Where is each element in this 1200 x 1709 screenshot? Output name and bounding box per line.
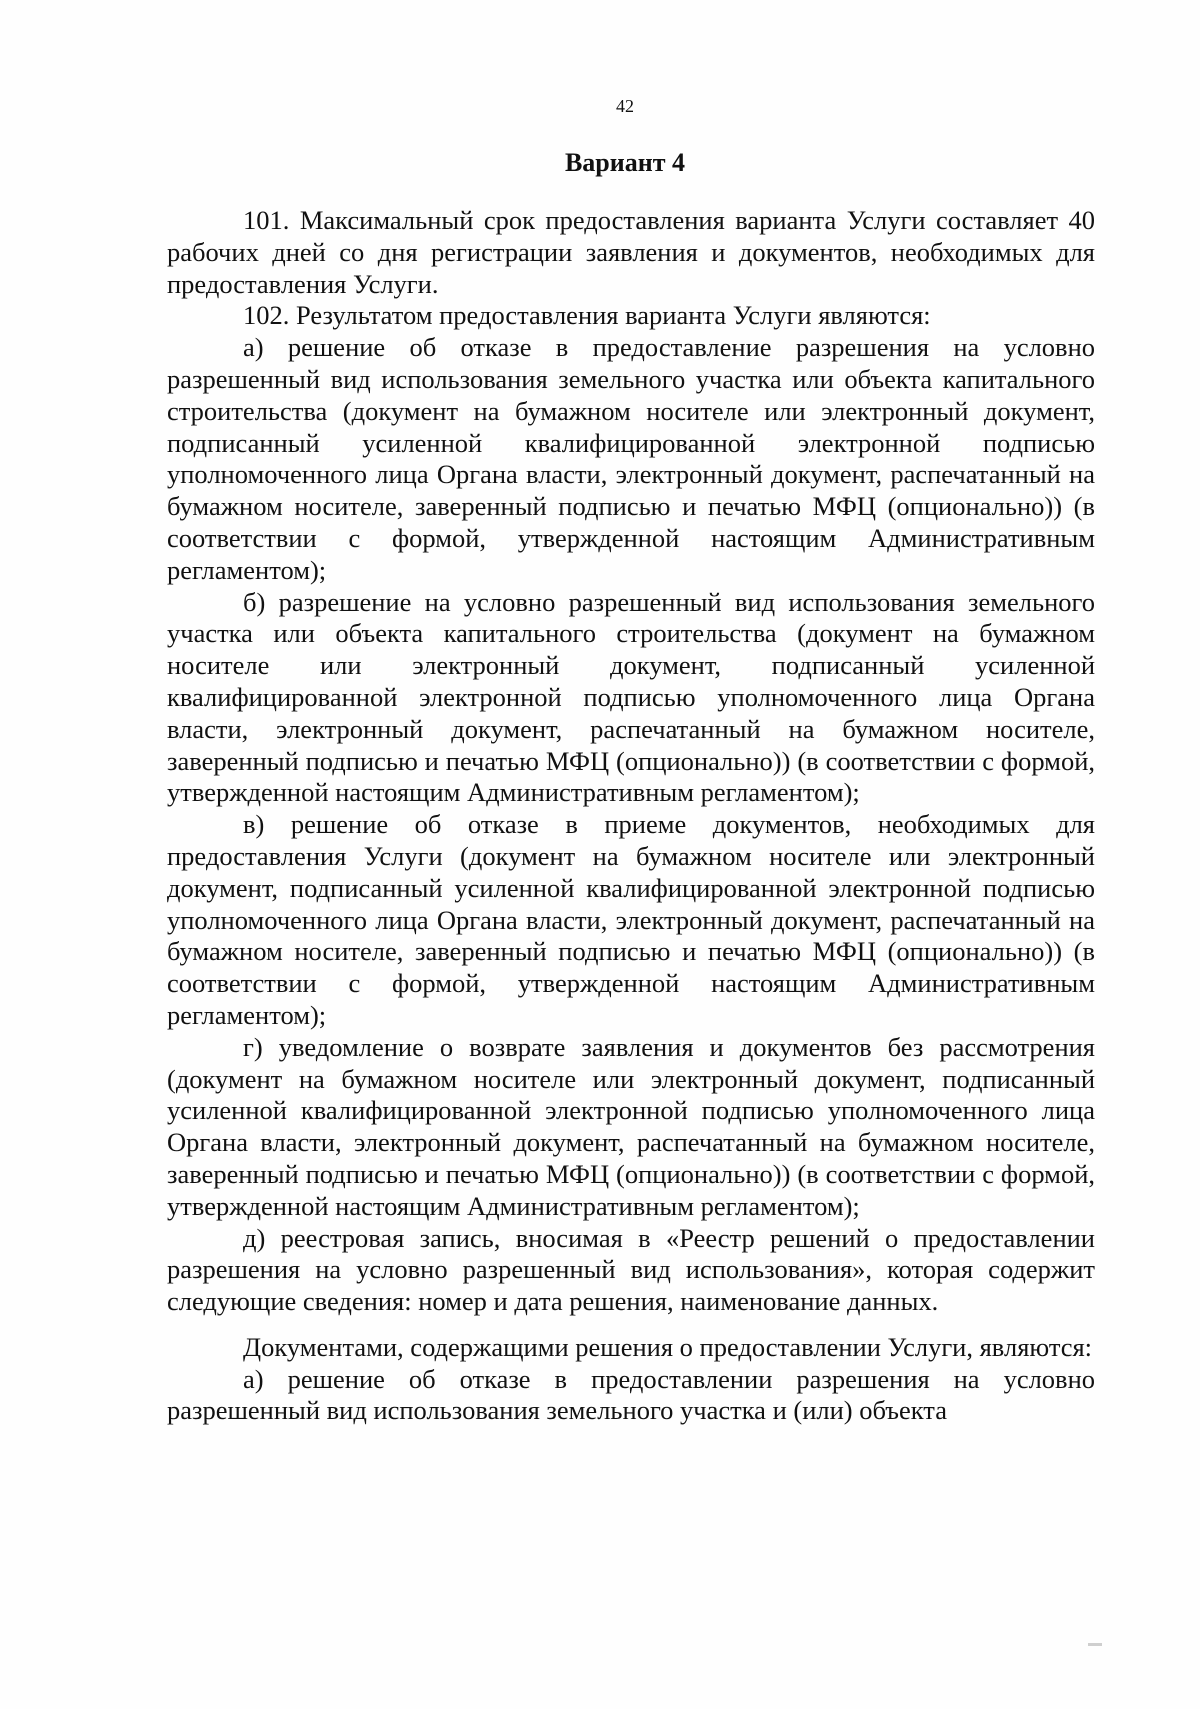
paragraph-item-a: а) решение об отказе в предоставление разрешения на условно разрешенный вид использования земельного участка или объекта капитального строительства (документ на бумажном носителе или электронный документ, подписанный усиленной квалифицированной электронной подписью уполномоченного лица Органа власти, электронный документ, распечатанный на бумажном носителе, заверенный подписью и печатью МФЦ (опционально)) (в соответствии с формой, утвержденной настоящим Административным регламентом); <box>167 332 1095 585</box>
scan-artifact <box>1088 1643 1102 1646</box>
paragraph-documents-item-a: а) решение об отказе в предоставлении разрешения на условно разрешенный вид использования земельного участка и (или) объекта <box>167 1363 1095 1426</box>
paragraph-101: 101. Максимальный срок предоставления варианта Услуги составляет 40 рабочих дней со дня регистрации заявления и документов, необходимых для предоставления Услуги. <box>167 205 1095 299</box>
paragraph-item-d: д) реестровая запись, вносимая в «Реестр решений о предоставлении разрешения на условно разрешенный вид использования», которая содержит следующие сведения: номер и дата решения, наименование данных. <box>167 1222 1095 1317</box>
body-text <box>167 205 1095 1427</box>
paragraph-102: 102. Результатом предоставления варианта Услуги являются: <box>243 300 931 331</box>
paragraph-item-v: в) решение об отказе в приеме документов, необходимых для предоставления Услуги (документ на бумажном носителе или электронный документ, подписанный усиленной квалифицированной электронной подписью уполномоченного лица Органа власти, электронный документ, распечатанный на бумажном носителе, заверенный подписью и печатью МФЦ (опционально)) (в соответствии с формой, утвержденной настоящим Административным регламентом); <box>167 809 1095 1030</box>
section-heading: Вариант 4 <box>564 148 686 177</box>
paragraph-item-g: г) уведомление о возврате заявления и документов без рассмотрения (документ на бумажном носителе или электронный документ, подписанный усиленной квалифицированной электронной подписью уполномоченного лица Органа власти, электронный документ, распечатанный на бумажном носителе, заверенный подписью и печатью МФЦ (опционально)) (в соответствии с формой, утвержденной настоящим Административным регламентом); <box>167 1031 1095 1221</box>
paragraph-documents-intro: Документами, содержащими решения о предоставлении Услуги, являются: <box>243 1331 1093 1362</box>
page-number: 42 <box>616 96 634 116</box>
paragraph-item-b: б) разрешение на условно разрешенный вид использования земельного участка или объекта капитального строительства (документ на бумажном носителе или электронный документ, подписанный усиленной квалифицированной электронной подписью уполномоченного лица Органа власти, электронный документ, распечатанный на бумажном носителе, заверенный подписью и печатью МФЦ (опционально)) (в соответствии с формой, утвержденной настоящим Административным регламентом); <box>167 586 1095 808</box>
